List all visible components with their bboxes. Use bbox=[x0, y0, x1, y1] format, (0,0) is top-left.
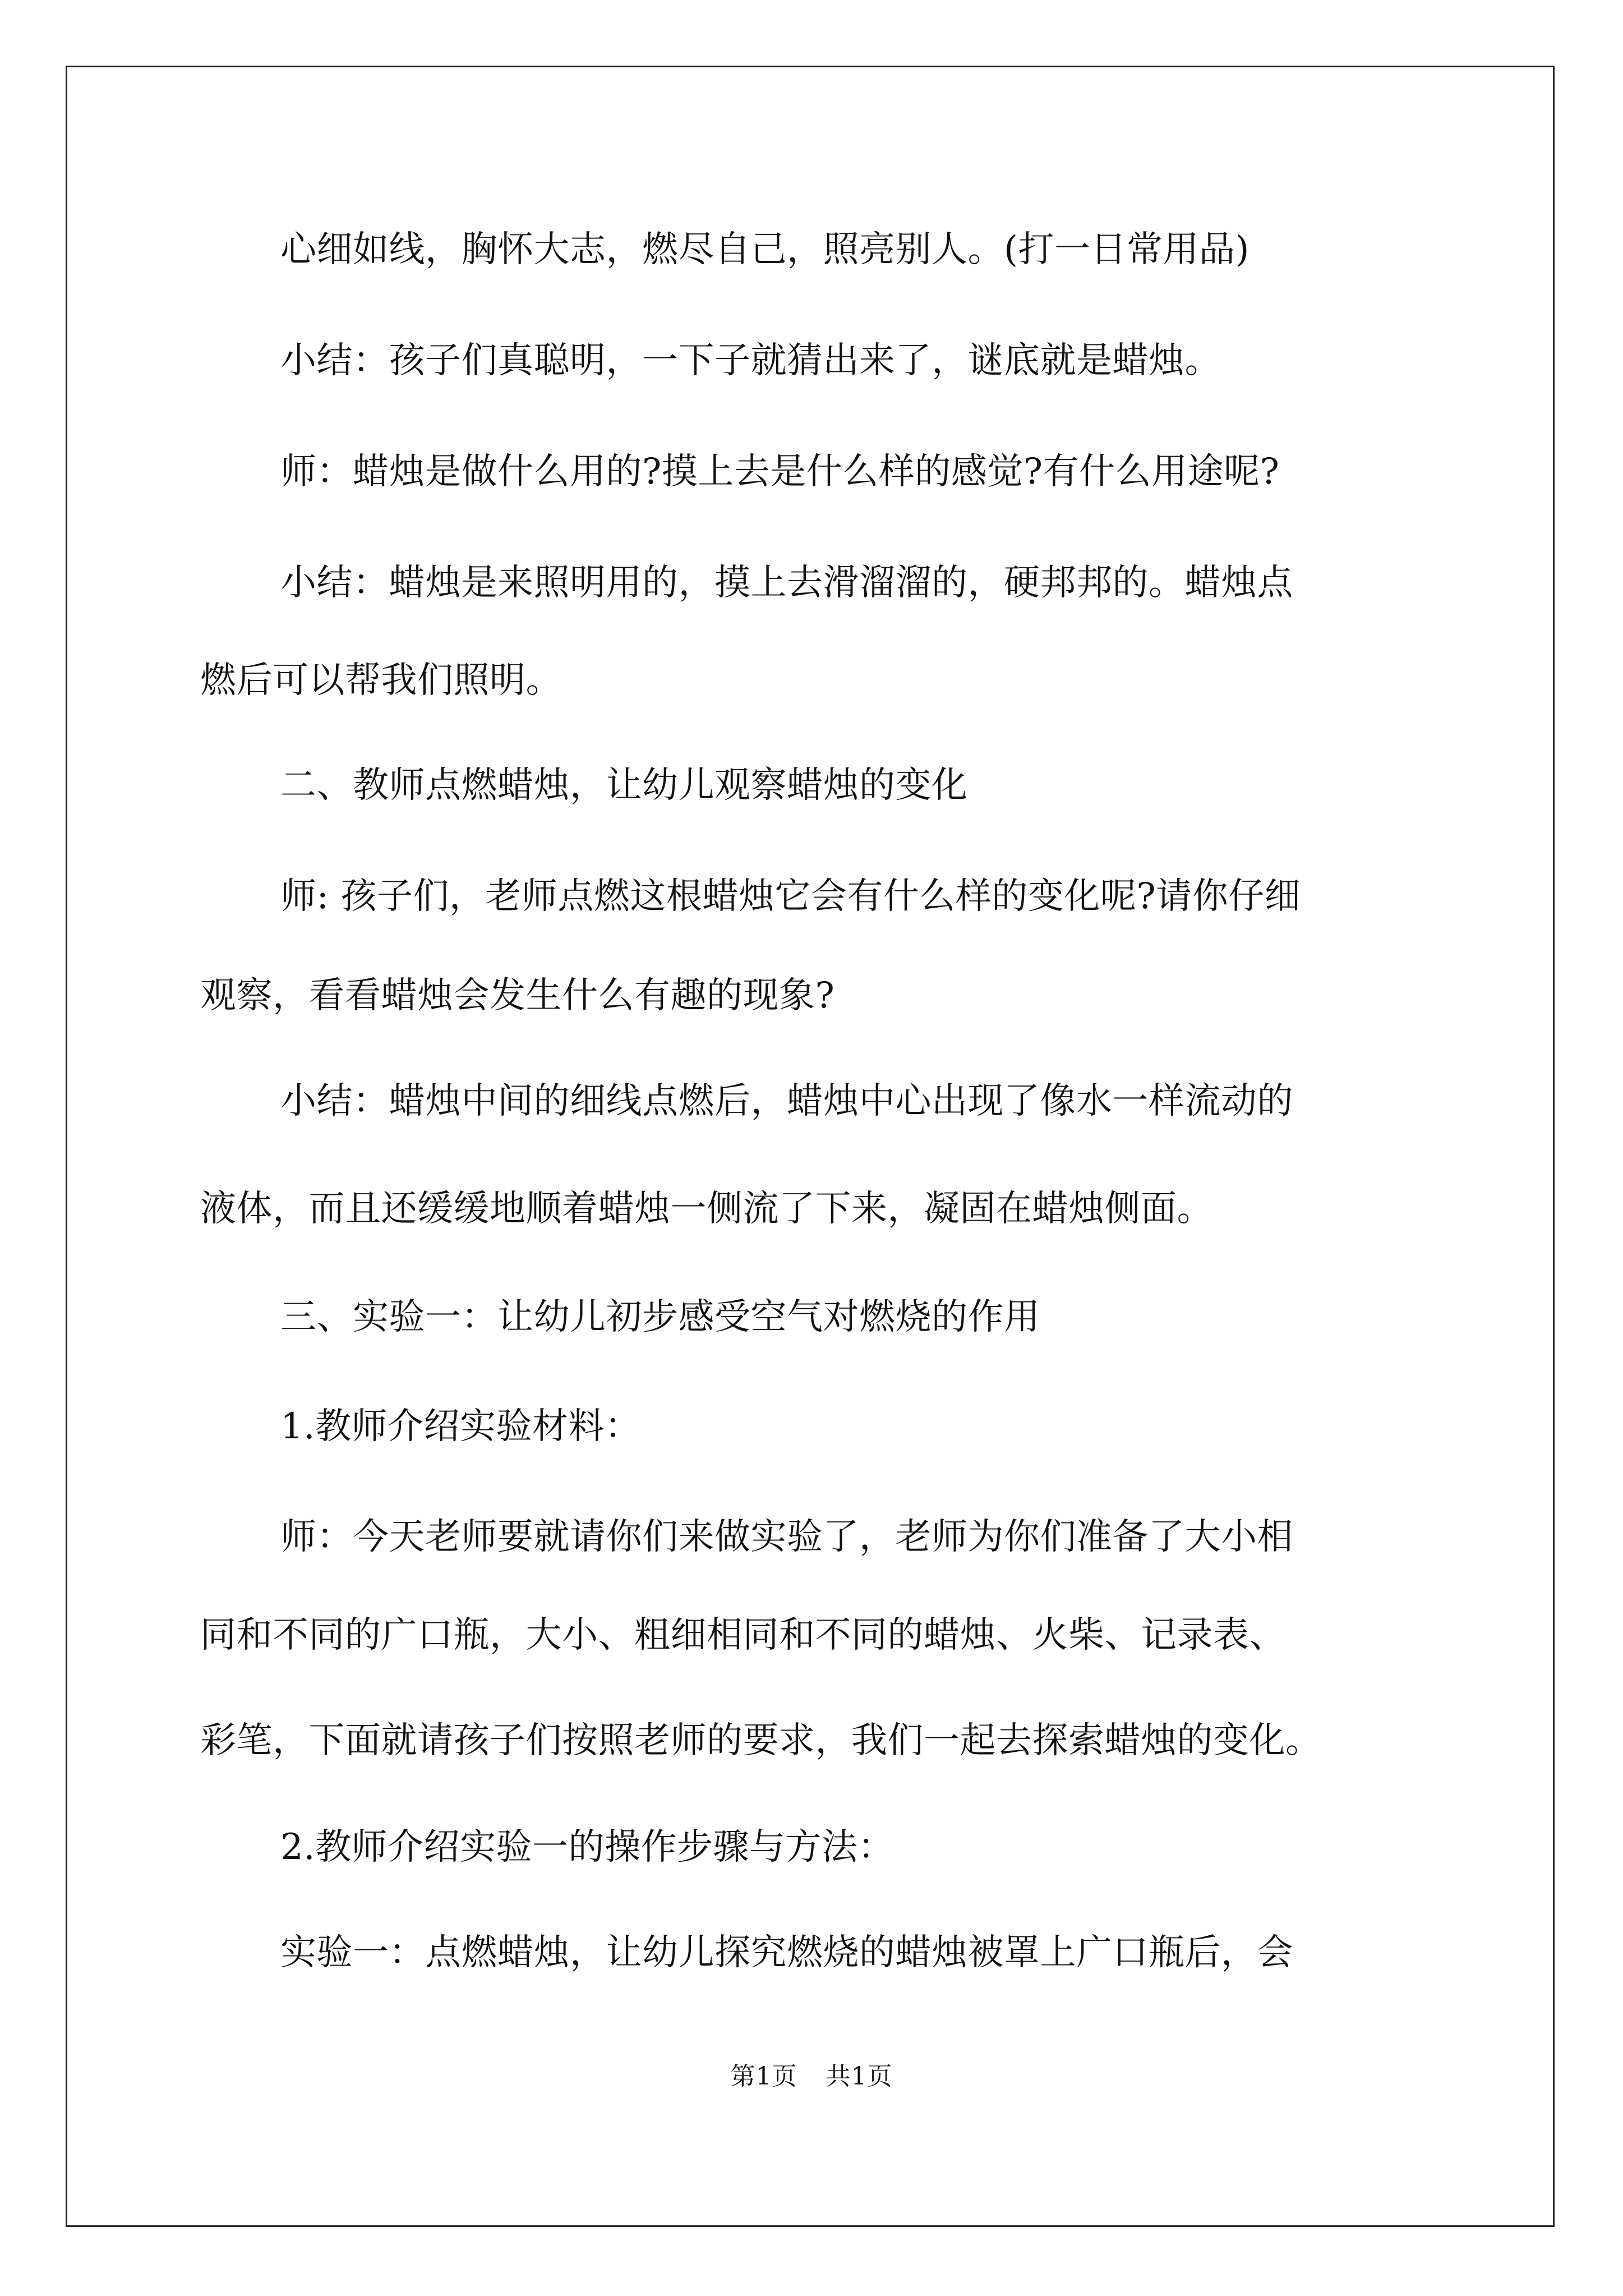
paragraph-line: 师: 孩子们，老师点燃这根蜡烛它会有什么样的变化呢?请你仔细 bbox=[280, 876, 1301, 917]
paragraph-line: 小结：蜡烛是来照明用的，摸上去滑溜溜的，硬邦邦的。蜡烛点 bbox=[280, 562, 1293, 604]
page-footer bbox=[0, 2060, 1623, 2093]
paragraph-line: 心细如线，胸怀大志，燃尽自己，照亮别人。(打一日常用品) bbox=[280, 229, 1249, 270]
paragraph-line: 师：蜡烛是做什么用的?摸上去是什么样的感觉?有什么用途呢? bbox=[280, 451, 1280, 493]
paragraph-line: 师：今天老师要就请你们来做实验了，老师为你们准备了大小相 bbox=[280, 1516, 1293, 1558]
paragraph-line: 观察，看看蜡烛会发生什么有趣的现象? bbox=[200, 975, 835, 1016]
page-total: 共1页 bbox=[826, 2062, 893, 2091]
paragraph-line: 燃后可以帮我们照明。 bbox=[200, 660, 562, 701]
section-heading: 二、教师点燃蜡烛，让幼儿观察蜡烛的变化 bbox=[280, 765, 968, 806]
paragraph-line: 同和不同的广口瓶，大小、粗细相同和不同的蜡烛、火柴、记录表、 bbox=[200, 1614, 1285, 1656]
page-border bbox=[66, 66, 1555, 2227]
section-heading: 三、实验一：让幼儿初步感受空气对燃烧的作用 bbox=[280, 1296, 1040, 1338]
paragraph-line: 液体，而且还缓缓地顺着蜡烛一侧流了下来，凝固在蜡烛侧面。 bbox=[200, 1188, 1213, 1230]
paragraph-line: 小结：蜡烛中间的细线点燃后，蜡烛中心出现了像水一样流动的 bbox=[280, 1080, 1293, 1122]
paragraph-line: 实验一：点燃蜡烛，让幼儿探究燃烧的蜡烛被罩上广口瓶后，会 bbox=[280, 1932, 1293, 1973]
list-item: 2.教师介绍实验一的操作步骤与方法： bbox=[280, 1826, 895, 1868]
paragraph-line: 彩笔，下面就请孩子们按照老师的要求，我们一起去探索蜡烛的变化。 bbox=[200, 1720, 1322, 1761]
page-number: 第1页 bbox=[730, 2062, 797, 2091]
paragraph-line: 小结：孩子们真聪明，一下子就猜出来了，谜底就是蜡烛。 bbox=[280, 340, 1221, 381]
list-item: 1.教师介绍实验材料： bbox=[280, 1406, 641, 1447]
